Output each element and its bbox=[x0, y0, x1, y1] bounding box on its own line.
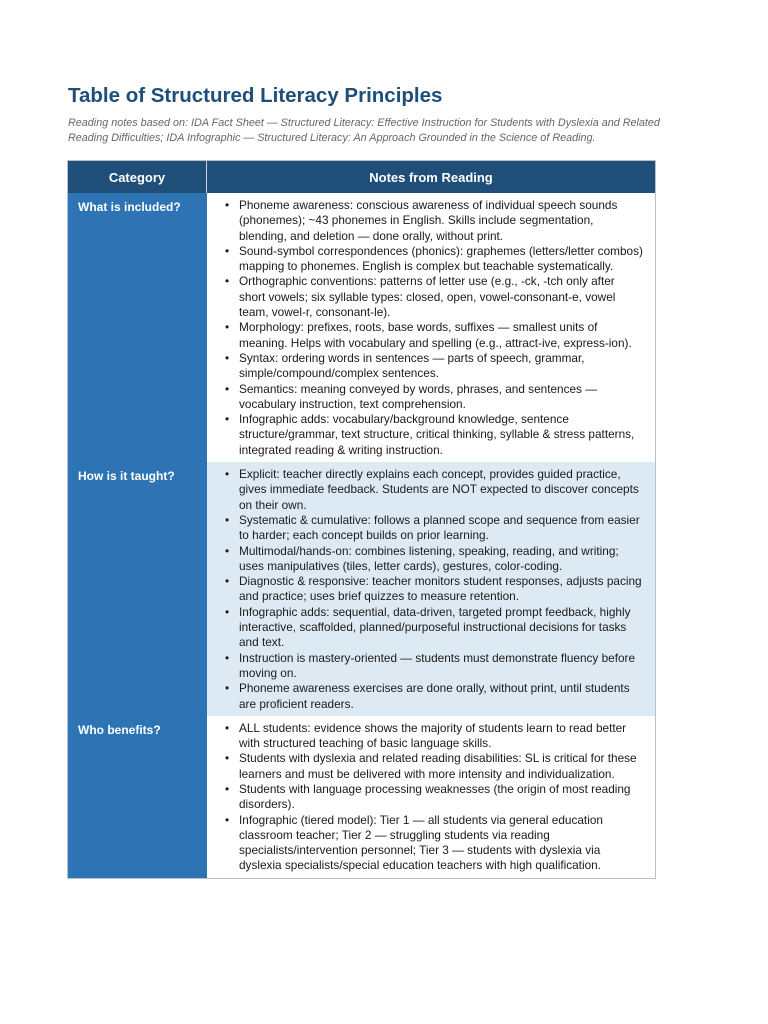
row-notes bbox=[207, 193, 655, 462]
note-item: • Systematic & cumulative: follows a planned scope and sequence from easier to harder; each concept builds on prior learning. bbox=[225, 513, 643, 544]
notes-list bbox=[225, 467, 643, 712]
notes-list bbox=[225, 198, 643, 458]
source-note: Reading notes based on: IDA Fact Sheet — Structured Literacy: Effective Instruction for Students with Dyslexia and Related Reading Difficulties; IDA Infographic — Structured Literacy: An Approach Grounded in the Science of Reading. bbox=[68, 117, 660, 144]
note-item: • ALL students: evidence shows the majority of students learn to read better with structured teaching of basic language skills. bbox=[225, 721, 643, 752]
note-item: • Sound-symbol correspondences (phonics): graphemes (letters/letter combos) mapping to phonemes. English is complex but teachable systematically. bbox=[225, 244, 643, 275]
note-item: • Semantics: meaning conveyed by words, phrases, and sentences — vocabulary instruction, text comprehension. bbox=[225, 382, 643, 413]
note-item: • Explicit: teacher directly explains each concept, provides guided practice, gives immediate feedback. Students are NOT expected to discover concepts on their own. bbox=[225, 467, 643, 513]
table-row-what-included bbox=[68, 193, 655, 462]
note-item: • Instruction is mastery-oriented — students must demonstrate fluency before moving on. bbox=[225, 651, 643, 682]
header-category: Category bbox=[68, 161, 207, 193]
table-header-row bbox=[68, 161, 655, 193]
note-item: • Infographic adds: sequential, data-driven, targeted prompt feedback, highly interactive, scaffolded, planned/purposeful instructional decisions for tasks and text. bbox=[225, 605, 643, 651]
notes-list bbox=[225, 721, 643, 874]
note-item: • Students with dyslexia and related reading disabilities: SL is critical for these learners and must be delivered with more intensity and individualization. bbox=[225, 751, 643, 782]
page-title: Table of Structured Literacy Principles bbox=[68, 84, 443, 107]
note-item: • Multimodal/hands-on: combines listening, speaking, reading, and writing; uses manipulatives (tiles, letter cards), gestures, color-coding. bbox=[225, 544, 643, 575]
header-notes: Notes from Reading bbox=[369, 169, 493, 185]
row-notes bbox=[207, 462, 655, 716]
table-row-how-taught bbox=[68, 462, 655, 716]
note-item: • Orthographic conventions: patterns of letter use (e.g., -ck, -tch only after short vowels; six syllable types: closed, open, vowel-consonant-e, vowel team, vowel-r, consonant-le). bbox=[225, 274, 643, 320]
row-category: How is it taught? bbox=[68, 462, 207, 716]
row-category: Who benefits? bbox=[68, 716, 207, 878]
note-item: • Diagnostic & responsive: teacher monitors student responses, adjusts pacing and practice; uses brief quizzes to measure retention. bbox=[225, 574, 643, 605]
note-item: • Infographic adds: vocabulary/background knowledge, sentence structure/grammar, text structure, critical thinking, syllable & stress patterns, integrated reading & writing instruction. bbox=[225, 412, 643, 458]
note-item: • Morphology: prefixes, roots, base words, suffixes — smallest units of meaning. Helps with vocabulary and spelling (e.g., attract-ive, express-ion). bbox=[225, 320, 643, 351]
row-notes bbox=[207, 716, 655, 878]
row-category: What is included? bbox=[68, 193, 207, 462]
note-item: • Syntax: ordering words in sentences — parts of speech, grammar, simple/compound/complex sentences. bbox=[225, 351, 643, 382]
note-item: • Phoneme awareness exercises are done orally, without print, until students are proficient readers. bbox=[225, 681, 643, 712]
note-item: • Phoneme awareness: conscious awareness of individual speech sounds (phonemes); ~43 phonemes in English. Skills include segmentation, blending, and deletion — done orally, without print. bbox=[225, 198, 643, 244]
table-row-who-benefits bbox=[68, 716, 655, 878]
note-item: • Students with language processing weaknesses (the origin of most reading disorders). bbox=[225, 782, 643, 813]
principles-table bbox=[67, 160, 656, 879]
note-item: • Infographic (tiered model): Tier 1 — all students via general education classroom teacher; Tier 2 — struggling students via reading specialists/intervention personnel; Tier 3 — students with dyslexia via dyslexia specialists/special education teachers with high qualification. bbox=[225, 813, 643, 874]
